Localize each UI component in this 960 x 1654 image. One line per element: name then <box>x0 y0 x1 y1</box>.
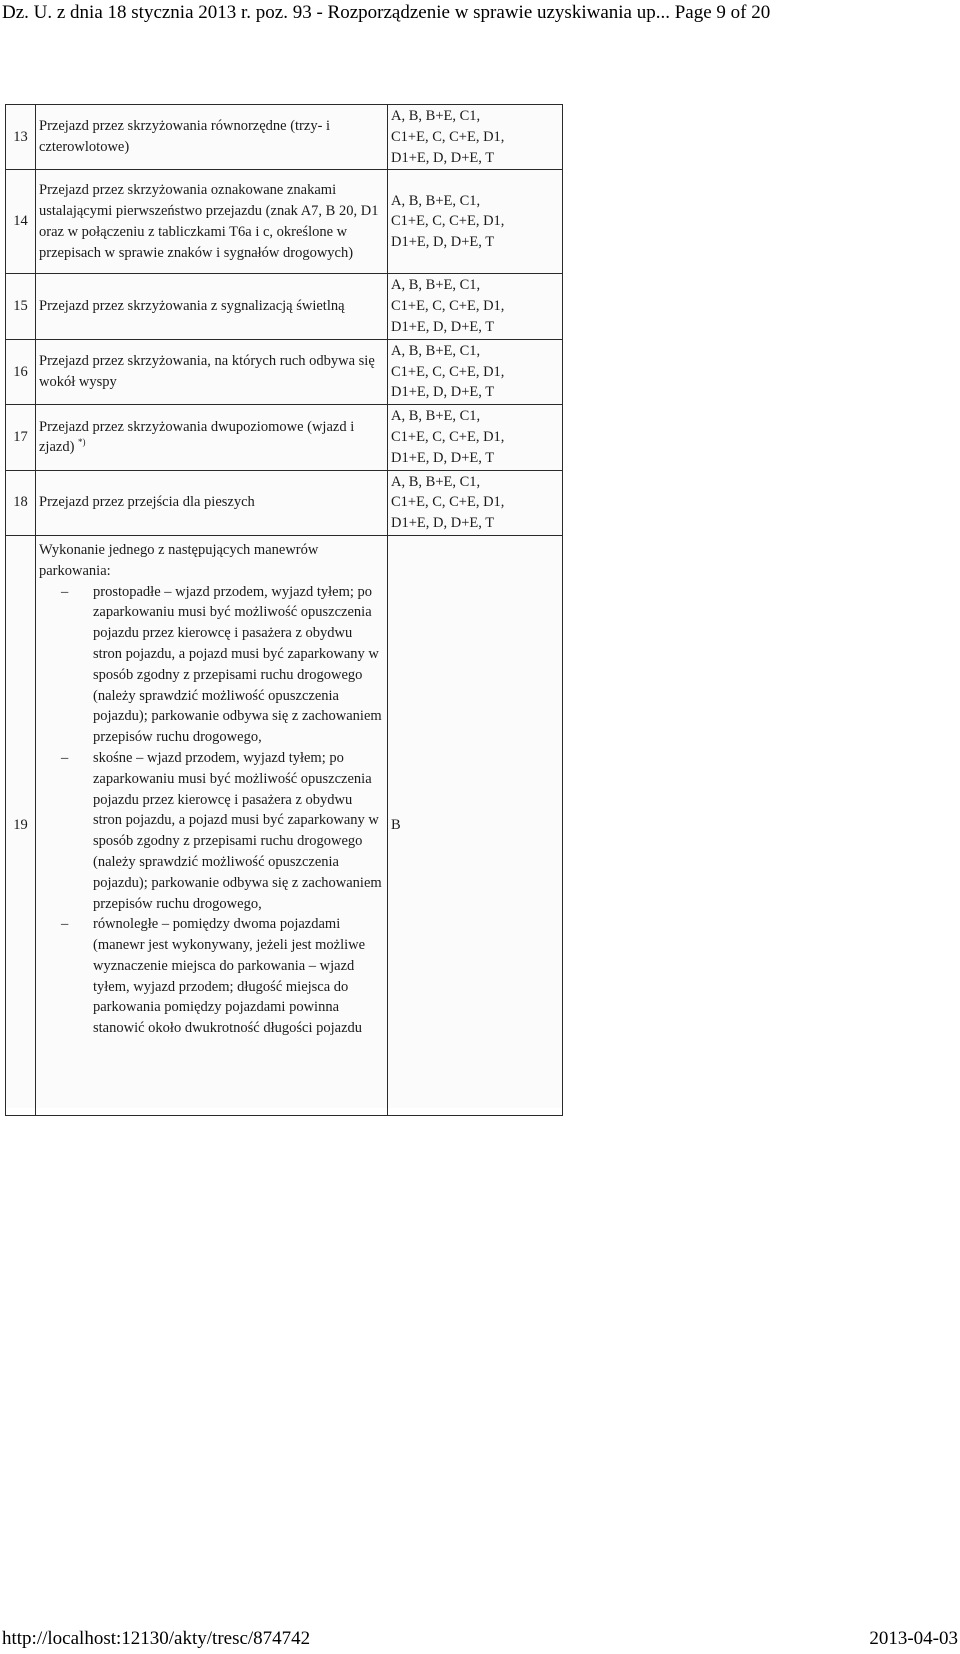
task-description: Przejazd przez skrzyżowania, na których ruch odbywa się wokół wyspy <box>36 339 388 404</box>
license-categories: B <box>388 535 563 1115</box>
list-item: – skośne – wjazd przodem, wyjazd tyłem; po zaparkowaniu musi być możliwość opuszczenia pojazdu przez kierowcę i pasażera z obydwu stron pojazdu, a pojazd musi być zaparkowany w sposób zgodny z przepisami ruchu drogowego (należy sprawdzić możliwość opuszczenia pojazdu); parkowanie odbywa się z zachowaniem przepisów ruchu drogowego, <box>61 749 382 912</box>
task-description: Przejazd przez skrzyżowania oznakowane znakami ustalającymi pierwszeństwo przejazdu (znak A7, B 20, D1 oraz w połączeniu z tabliczkami T6a i c, określone w przepisach w sprawie znaków i sygnałów drogowych) <box>36 170 388 274</box>
table-row <box>6 339 563 404</box>
row-number: 19 <box>6 535 36 1115</box>
license-categories: A, B, B+E, C1, C1+E, C, C+E, D1, D1+E, D, D+E, T <box>388 339 563 404</box>
list-item: – równoległe – pomiędzy dwoma pojazdami (manewr jest wykonywany, jeżeli jest możliwe wyznaczenie miejsca do parkowania – wjazd tyłem, wyjazd przodem; długość miejsca do parkowania pomiędzy pojazdami powinna stanowić około dwukrotność długości pojazdu <box>61 916 366 1037</box>
task-intro: Wykonanie jednego z następujących manewrów parkowania: <box>39 541 319 579</box>
license-categories: A, B, B+E, C1, C1+E, C, C+E, D1, D1+E, D, D+E, T <box>388 405 563 470</box>
page-number: Page 9 of 20 <box>674 2 771 23</box>
task-description <box>36 535 388 1115</box>
row-number: 13 <box>6 105 36 170</box>
task-description: Przejazd przez skrzyżowania z sygnalizacją świetlną <box>36 274 388 339</box>
footer-date: 2013-04-03 <box>869 1628 958 1649</box>
license-categories: A, B, B+E, C1, C1+E, C, C+E, D1, D1+E, D, D+E, T <box>388 170 563 274</box>
row-number: 15 <box>6 274 36 339</box>
list-item: – prostopadłe – wjazd przodem, wyjazd tyłem; po zaparkowaniu musi być możliwość opuszczenia pojazdu przez kierowcę i pasażera z obydwu stron pojazdu, a pojazd musi być zaparkowany w sposób zgodny z przepisami ruchu drogowego (należy sprawdzić możliwość opuszczenia pojazdu); parkowanie odbywa się z zachowaniem przepisów ruchu drogowego, <box>61 583 382 746</box>
task-description: Przejazd przez przejścia dla pieszych <box>36 470 388 535</box>
row-number: 17 <box>6 405 36 470</box>
task-description: Przejazd przez skrzyżowania równorzędne (trzy- i czterowlotowe) <box>36 105 388 170</box>
table-row <box>6 274 563 339</box>
license-categories: A, B, B+E, C1, C1+E, C, C+E, D1, D1+E, D, D+E, T <box>388 274 563 339</box>
license-categories: A, B, B+E, C1, C1+E, C, C+E, D1, D1+E, D, D+E, T <box>388 470 563 535</box>
exam-tasks-table <box>5 104 563 1116</box>
footnote-marker: *) <box>78 437 86 448</box>
table-row <box>6 405 563 470</box>
license-categories: A, B, B+E, C1, C1+E, C, C+E, D1, D1+E, D, D+E, T <box>388 105 563 170</box>
table-row <box>6 105 563 170</box>
scanned-table-image <box>5 104 562 1108</box>
table-row <box>6 535 563 1115</box>
row-number: 16 <box>6 339 36 404</box>
table-row <box>6 170 563 274</box>
document-title: Dz. U. z dnia 18 stycznia 2013 r. poz. 93 - Rozporządzenie w sprawie uzyskiwania up... <box>2 2 670 23</box>
table-row <box>6 470 563 535</box>
footer-url: http://localhost:12130/akty/tresc/874742 <box>2 1628 311 1649</box>
row-number: 18 <box>6 470 36 535</box>
row-number: 14 <box>6 170 36 274</box>
parking-maneuver-list <box>39 582 384 1040</box>
task-description: Przejazd przez skrzyżowania dwupoziomowe (wjazd i zjazd) *) <box>36 405 388 470</box>
page-header <box>2 2 770 24</box>
